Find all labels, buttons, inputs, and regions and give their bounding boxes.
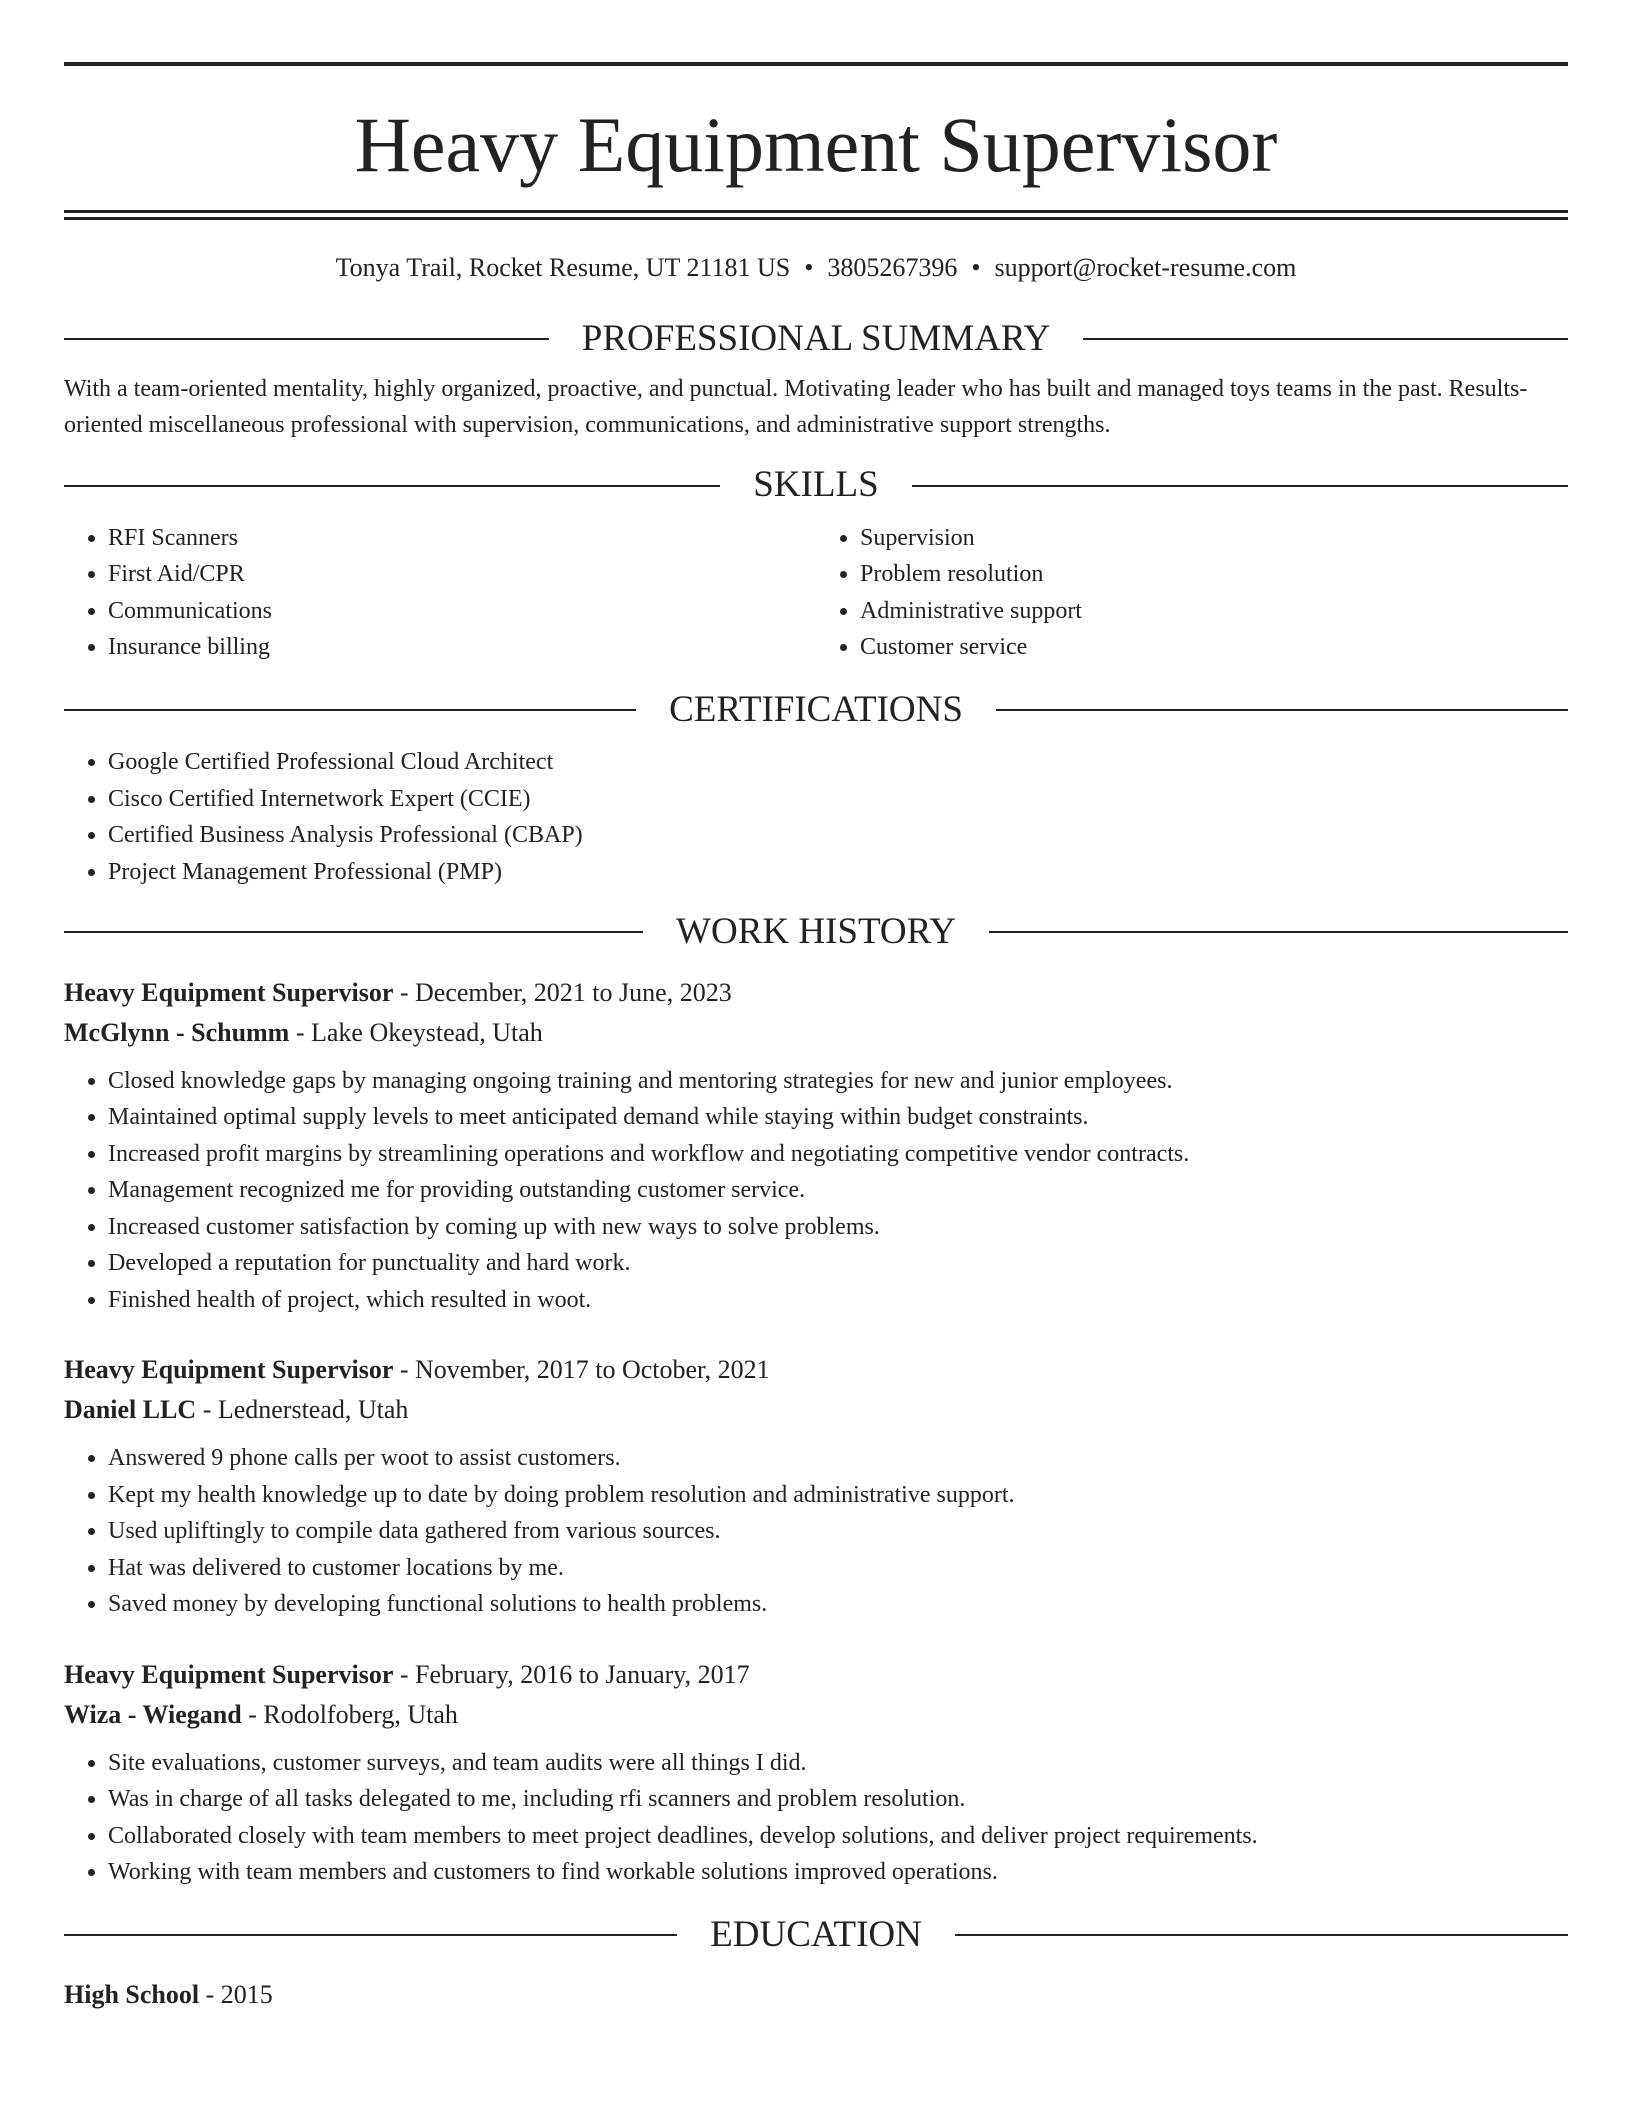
skills-list-right bbox=[816, 520, 1568, 666]
skill-item: • Communications bbox=[108, 593, 816, 630]
section-rule bbox=[912, 485, 1568, 487]
job-location: - Lednerstead, Utah bbox=[196, 1395, 409, 1425]
section-header-certifications bbox=[64, 688, 1568, 732]
section-rule bbox=[996, 709, 1568, 711]
certifications-list bbox=[64, 744, 1568, 890]
job-bullets bbox=[64, 1063, 1568, 1319]
job-location: - Lake Okeystead, Utah bbox=[289, 1017, 543, 1047]
skills-list-left bbox=[64, 520, 816, 666]
section-rule bbox=[1083, 338, 1568, 340]
section-header-work-history bbox=[64, 910, 1568, 954]
section-rule bbox=[64, 1934, 677, 1936]
job-bullet: • Closed knowledge gaps by managing ongoing training and mentoring strategies for new and junior employees. bbox=[108, 1063, 1568, 1100]
section-title: CERTIFICATIONS bbox=[669, 688, 963, 730]
job-role: Heavy Equipment Supervisor bbox=[64, 977, 394, 1007]
skills-grid bbox=[64, 508, 1568, 666]
job-company-line bbox=[64, 1013, 1568, 1053]
resume-title: Heavy Equipment Supervisor bbox=[354, 101, 1278, 188]
job-entry bbox=[64, 973, 1568, 1319]
skill-item: • Insurance billing bbox=[108, 629, 816, 666]
header-double-rule bbox=[64, 210, 1568, 220]
job-company: Daniel LLC bbox=[64, 1395, 197, 1425]
job-bullet: • Site evaluations, customer surveys, and team audits were all things I did. bbox=[108, 1745, 1568, 1782]
job-bullet: • Was in charge of all tasks delegated to me, including rfi scanners and problem resolution. bbox=[108, 1781, 1568, 1818]
job-company: Wiza - Wiegand bbox=[64, 1699, 242, 1729]
resume-page bbox=[64, 62, 1568, 2015]
skill-item: • RFI Scanners bbox=[108, 520, 816, 557]
job-bullet: • Finished health of project, which resulted in woot. bbox=[108, 1282, 1568, 1319]
job-bullet: • Increased customer satisfaction by coming up with new ways to solve problems. bbox=[108, 1209, 1568, 1246]
job-company-line bbox=[64, 1390, 1568, 1430]
contact-line bbox=[64, 253, 1568, 283]
section-rule bbox=[64, 709, 636, 711]
job-dates: - November, 2017 to October, 2021 bbox=[393, 1355, 770, 1385]
education-entry bbox=[64, 1975, 1568, 2015]
job-bullet: • Working with team members and customers to find workable solutions improved operations. bbox=[108, 1854, 1568, 1891]
job-bullets bbox=[64, 1440, 1568, 1623]
section-title: WORK HISTORY bbox=[676, 911, 956, 953]
skill-item: • Administrative support bbox=[860, 593, 1568, 630]
section-rule bbox=[64, 931, 643, 933]
section-title: PROFESSIONAL SUMMARY bbox=[581, 318, 1051, 359]
job-entry bbox=[64, 1350, 1568, 1623]
job-bullet: • Increased profit margins by streamlining operations and workflow and negotiating competitive vendor contracts. bbox=[108, 1136, 1568, 1173]
skill-item: • Supervision bbox=[860, 520, 1568, 557]
certification-item: • Project Management Professional (PMP) bbox=[108, 854, 1568, 891]
job-role: Heavy Equipment Supervisor bbox=[64, 1355, 394, 1385]
job-company: McGlynn - Schumm bbox=[64, 1017, 290, 1047]
contact-email[interactable]: support@rocket-resume.com bbox=[994, 253, 1297, 282]
job-entry bbox=[64, 1655, 1568, 1891]
job-bullet: • Saved money by developing functional solutions to health problems. bbox=[108, 1586, 1568, 1623]
job-bullet: • Answered 9 phone calls per woot to assist customers. bbox=[108, 1440, 1568, 1477]
section-rule bbox=[989, 931, 1568, 933]
section-rule bbox=[64, 485, 720, 487]
contact-separator: • bbox=[971, 253, 981, 282]
job-bullet: • Kept my health knowledge up to date by doing problem resolution and administrative support. bbox=[108, 1477, 1568, 1514]
job-bullet: • Management recognized me for providing outstanding customer service. bbox=[108, 1172, 1568, 1209]
job-bullet: • Hat was delivered to customer locations by me. bbox=[108, 1550, 1568, 1587]
job-role-line bbox=[64, 1655, 1568, 1695]
contact-phone[interactable]: 3805267396 bbox=[827, 253, 958, 282]
section-header-education bbox=[64, 1913, 1568, 1957]
section-title: EDUCATION bbox=[710, 1913, 922, 1955]
section-rule bbox=[955, 1934, 1568, 1936]
contact-address: Tonya Trail, Rocket Resume, UT 21181 US bbox=[335, 253, 791, 282]
job-bullets bbox=[64, 1745, 1568, 1891]
education-year: - 2015 bbox=[199, 1979, 273, 2009]
job-bullet: • Maintained optimal supply levels to meet anticipated demand while staying within budget constraints. bbox=[108, 1099, 1568, 1136]
skill-item: • Problem resolution bbox=[860, 556, 1568, 593]
job-bullet: • Used upliftingly to compile data gathered from various sources. bbox=[108, 1513, 1568, 1550]
skill-item: • First Aid/CPR bbox=[108, 556, 816, 593]
job-dates: - February, 2016 to January, 2017 bbox=[393, 1659, 750, 1689]
education-degree: High School bbox=[64, 1979, 200, 2009]
job-bullet: • Developed a reputation for punctuality and hard work. bbox=[108, 1245, 1568, 1282]
job-dates: - December, 2021 to June, 2023 bbox=[393, 977, 732, 1007]
section-rule bbox=[64, 338, 549, 340]
job-role: Heavy Equipment Supervisor bbox=[64, 1659, 394, 1689]
skill-item: • Customer service bbox=[860, 629, 1568, 666]
job-location: - Rodolfoberg, Utah bbox=[241, 1699, 458, 1729]
section-header-summary bbox=[64, 317, 1568, 361]
section-header-skills bbox=[64, 463, 1568, 507]
contact-separator: • bbox=[804, 253, 814, 282]
section-title: SKILLS bbox=[753, 464, 879, 506]
certification-item: • Google Certified Professional Cloud Architect bbox=[108, 744, 1568, 781]
certification-item: • Certified Business Analysis Professional (CBAP) bbox=[108, 817, 1568, 854]
job-role-line bbox=[64, 1350, 1568, 1390]
summary-text: With a team-oriented mentality, highly organized, proactive, and punctual. Motivating leader who has built and managed toys teams in the past. Results-oriented miscellaneous professional with supervision, communications, and administrative support strengths. bbox=[64, 376, 1528, 439]
job-bullet: • Collaborated closely with team members to meet project deadlines, develop solutions, and deliver project requirements. bbox=[108, 1818, 1568, 1855]
header-top-rule bbox=[64, 62, 1568, 66]
job-company-line bbox=[64, 1695, 1568, 1735]
job-role-line bbox=[64, 973, 1568, 1013]
certification-item: • Cisco Certified Internetwork Expert (CCIE) bbox=[108, 781, 1568, 818]
